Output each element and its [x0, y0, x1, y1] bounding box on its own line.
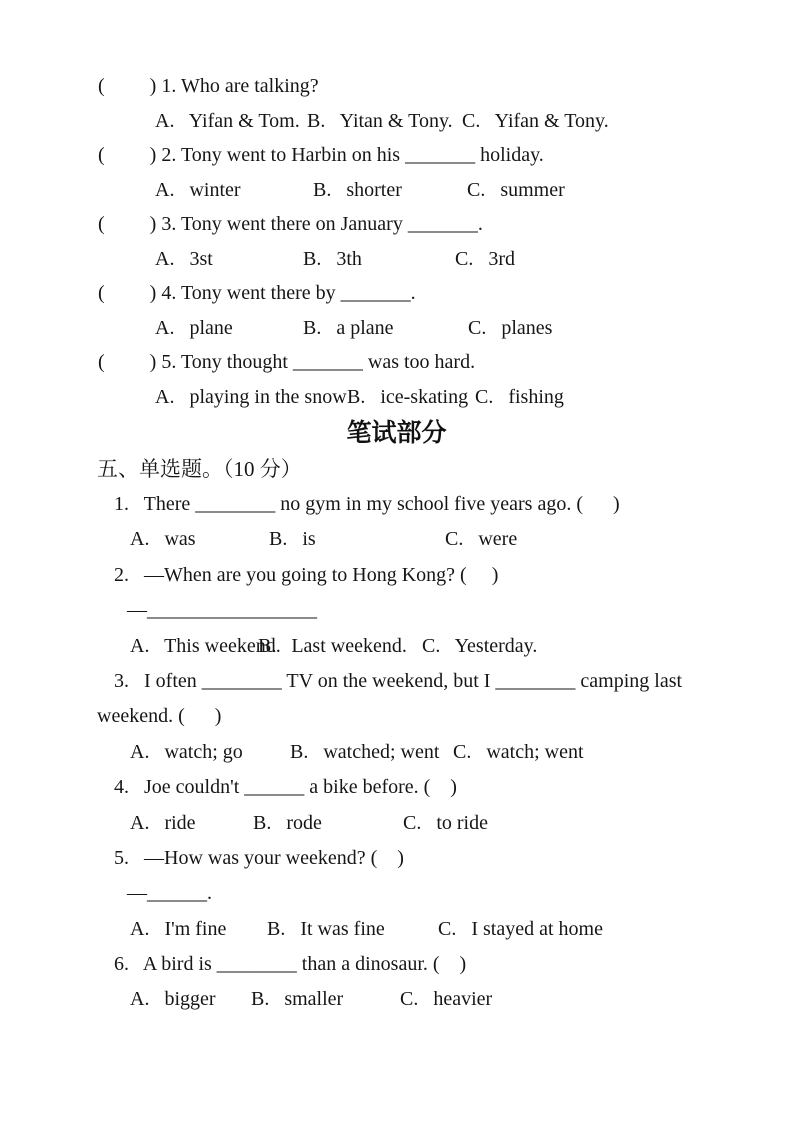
option-a: A. watch; go [130, 740, 243, 763]
option-a: A. Yifan & Tom. [155, 109, 300, 132]
written-options-5 [0, 912, 793, 947]
option-a: A. was [130, 528, 196, 551]
written-question-1: 1. There ________ no gym in my school five years ago. ( ) [114, 493, 620, 515]
option-a: A. winter [155, 178, 241, 201]
written-question-3-continuation: weekend. ( ) [97, 705, 222, 728]
written-question-5-answer-blank: —______. [127, 882, 212, 905]
option-a: A. ride [130, 811, 196, 834]
written-options-1 [0, 522, 793, 557]
option-a: A. bigger [130, 988, 216, 1011]
listening-options-4 [0, 311, 793, 346]
option-b: B. watched; went [290, 740, 440, 763]
listening-options-3 [0, 242, 793, 277]
option-c: C. fishing [475, 385, 564, 408]
listening-question-3: ( ) 3. Tony went there on January _______. [98, 213, 483, 235]
option-b: B. It was fine [267, 917, 385, 940]
written-question-2: 2. —When are you going to Hong Kong? ( ) [114, 563, 499, 586]
written-part-title: 笔试部分 [346, 418, 447, 447]
option-a: A. I'm fine [130, 917, 227, 940]
option-c: C. Yesterday. [422, 634, 538, 657]
option-b: B. shorter [313, 178, 402, 201]
written-question-5: 5. —How was your weekend? ( ) [114, 846, 404, 869]
written-options-3 [0, 735, 793, 770]
option-a: A. 3st [155, 247, 213, 270]
written-options-6 [0, 982, 793, 1017]
listening-question-1: ( ) 1. Who are talking? [98, 75, 319, 97]
option-c: C. Yifan & Tony. [462, 109, 609, 132]
option-c: C. watch; went [453, 740, 584, 763]
option-c: C. 3rd [455, 247, 515, 270]
section-five-heading: 五、单选题。（10 分） [97, 457, 302, 481]
option-b: B. ice-skating [347, 385, 469, 408]
written-options-4 [0, 806, 793, 841]
option-b: B. Last weekend. [258, 634, 407, 657]
option-b: B. a plane [303, 316, 394, 339]
option-a: A. playing in the snow [155, 385, 347, 408]
option-c: C. to ride [403, 811, 488, 834]
written-question-2-answer-blank: —_________________ [127, 599, 317, 622]
written-question-3: 3. I often ________ TV on the weekend, but I ________ camping last [114, 669, 683, 692]
option-c: C. I stayed at home [438, 917, 603, 940]
listening-options-1 [0, 104, 793, 139]
option-a: A. plane [155, 316, 233, 339]
option-c: C. summer [467, 178, 565, 201]
written-question-6: 6. A bird is ________ than a dinosaur. ( ) [114, 953, 467, 976]
written-options-2 [0, 629, 793, 664]
listening-question-5: ( ) 5. Tony thought _______ was too hard. [98, 351, 476, 373]
option-b: B. is [269, 528, 316, 551]
listening-question-2: ( ) 2. Tony went to Harbin on his _______ holiday. [98, 144, 544, 166]
option-c: C. planes [468, 316, 553, 339]
listening-options-2 [0, 173, 793, 208]
option-c: C. heavier [400, 988, 493, 1011]
listening-question-4: ( ) 4. Tony went there by _______. [98, 282, 416, 304]
listening-options-5 [0, 380, 793, 415]
written-question-4: 4. Joe couldn't ______ a bike before. ( ) [114, 776, 457, 799]
option-b: B. Yitan & Tony. [307, 109, 453, 132]
option-b: B. rode [253, 811, 322, 834]
option-b: B. 3th [303, 247, 362, 270]
option-c: C. were [445, 528, 518, 551]
option-b: B. smaller [251, 988, 344, 1011]
option-a: A. This weekend. [130, 634, 281, 657]
